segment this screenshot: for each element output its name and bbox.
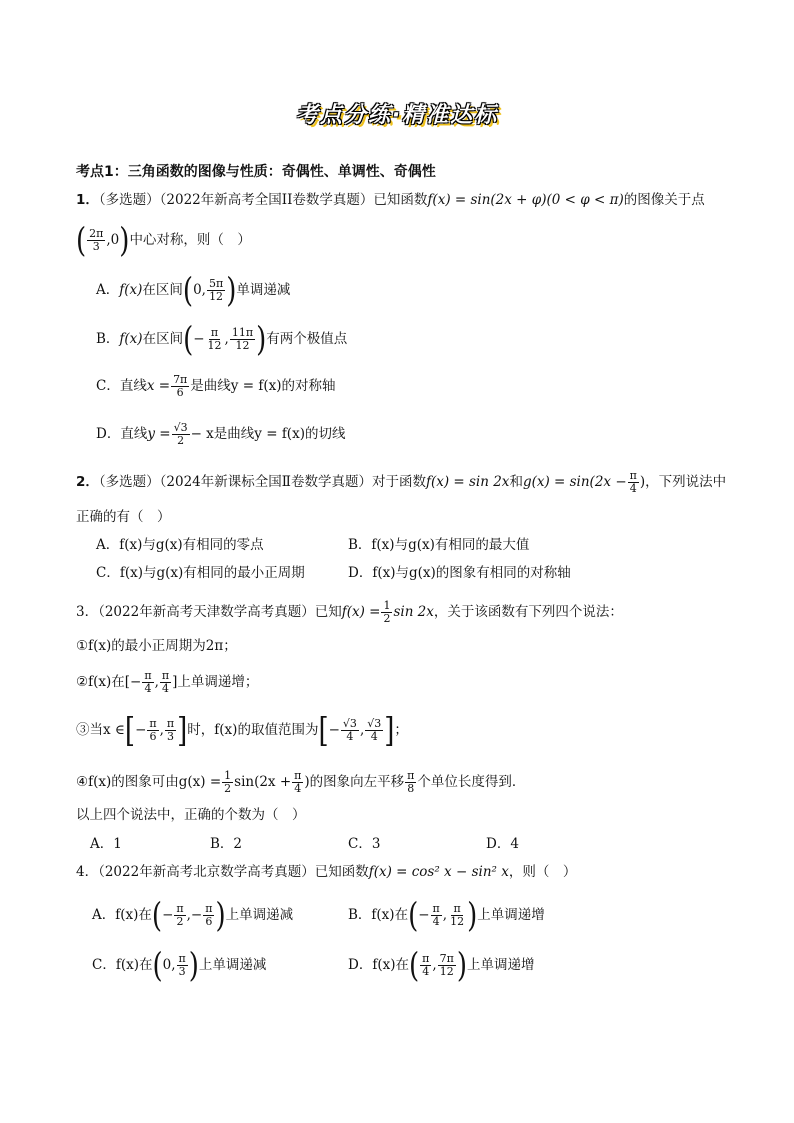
option-d[interactable]: D．f(x)与g(x)的图象有相同的对称轴 (348, 565, 571, 581)
page-title: 考点分练·精准达标 (295, 103, 499, 128)
statement-1: ①f(x)的最小正周期为2π； (76, 638, 237, 654)
question-2-stem-cont: 正确的有（ ） (76, 509, 171, 525)
section-heading: 考点1：三角函数的图像与性质：奇偶性、单调性、奇偶性 (76, 164, 436, 180)
statement-3: ③当x ∈[− $\frac{\pi}{6}$ , $\frac{\pi}{3}$ ]时，f(x)的取值范围为[− $\frac{√3}{4}$ , $\frac{√3}{4}$ ]； (76, 711, 408, 750)
function-expression: f(x) = sin(2x + φ)(0 < φ < π) (427, 192, 624, 208)
option-c[interactable]: C．f(x)与g(x)有相同的最小正周期 (96, 565, 305, 581)
option-c[interactable]: C．f(x)在(0, $\frac{\pi}{3}$ )上单调递减 (92, 946, 267, 985)
statement-4: ④f(x)的图象可由g(x) = $\frac{1}{2}$ sin(2x + $\frac{\pi}{4}$ )的图象向左平移 $\frac{\pi}{8}$ 个单位长度得到． (76, 769, 526, 795)
fraction: $\frac{2\pi}{3}$ (89, 227, 104, 253)
question-1-stem-cont: ( $\frac{2\pi}{3}$ ,0)中心对称，则（ ） (76, 221, 251, 260)
option-c[interactable]: C．直线x = $\frac{7\pi}{6}$ 是曲线y = f(x)的对称轴 (96, 373, 336, 399)
question-number: 1． (76, 192, 99, 208)
option-b[interactable]: B．2 (210, 836, 243, 852)
question-3-stem: 3．（2022年新高考天津数学高考真题）已知f(x) = $\frac{1}{2}$ sin 2x，关于该函数有下列四个说法： (76, 599, 623, 625)
stem-text: 的图像关于点 (623, 192, 705, 208)
option-d[interactable]: D．f(x)在( $\frac{\pi}{4}$ , $\frac{7\pi}{12}$ )上单调递增 (348, 946, 535, 985)
stem-text: 中心对称，则（ ） (129, 232, 251, 248)
statement-2: ②f(x)在[− $\frac{\pi}{4}$ , $\frac{\pi}{4}$ ]上单调递增； (76, 669, 259, 695)
question-4-stem: 4．（2022年新高考北京数学高考真题）已知函数f(x) = cos² x − sin² x，则（ ） (76, 864, 577, 880)
question-source: （2022年新高考全国II卷数学真题）已知函数 (159, 192, 428, 208)
option-a[interactable]: A．f(x)在(− $\frac{\pi}{2}$ ,− $\frac{\pi}{6}$ )上单调递减 (92, 896, 294, 935)
option-b[interactable]: B．f(x)在(− $\frac{\pi}{4}$ , $\frac{\pi}{12}$ )上单调递增 (348, 896, 545, 935)
question-3-stem-cont: 以上四个说法中，正确的个数为（ ） (76, 807, 306, 823)
option-a[interactable]: A．1 (90, 836, 122, 852)
option-a[interactable]: A．f(x)在区间(0, $\frac{5\pi}{12}$ )单调递减 (96, 271, 291, 310)
option-b[interactable]: B．f(x)与g(x)有相同的最大值 (348, 537, 530, 553)
option-b[interactable]: B．f(x)在区间(− $\frac{\pi}{12}$ , $\frac{11\pi}{12}$ )有两个极值点 (96, 320, 348, 359)
question-1-stem (76, 190, 705, 210)
question-tag: （多选题） (98, 192, 160, 208)
option-a[interactable]: A．f(x)与g(x)有相同的零点 (96, 537, 264, 553)
option-d[interactable]: D．直线y = $\frac{√3}{2}$ − x是曲线y = f(x)的切线 (96, 421, 346, 447)
option-d[interactable]: D．4 (486, 836, 519, 852)
question-2-stem: 2．（多选题）（2024年新课标全国Ⅱ卷数学真题）对于函数f(x) = sin 2x和g(x) = sin(2x − $\frac{\pi}{4}$ )，下列说法中 (76, 469, 727, 495)
option-c[interactable]: C．3 (348, 836, 381, 852)
